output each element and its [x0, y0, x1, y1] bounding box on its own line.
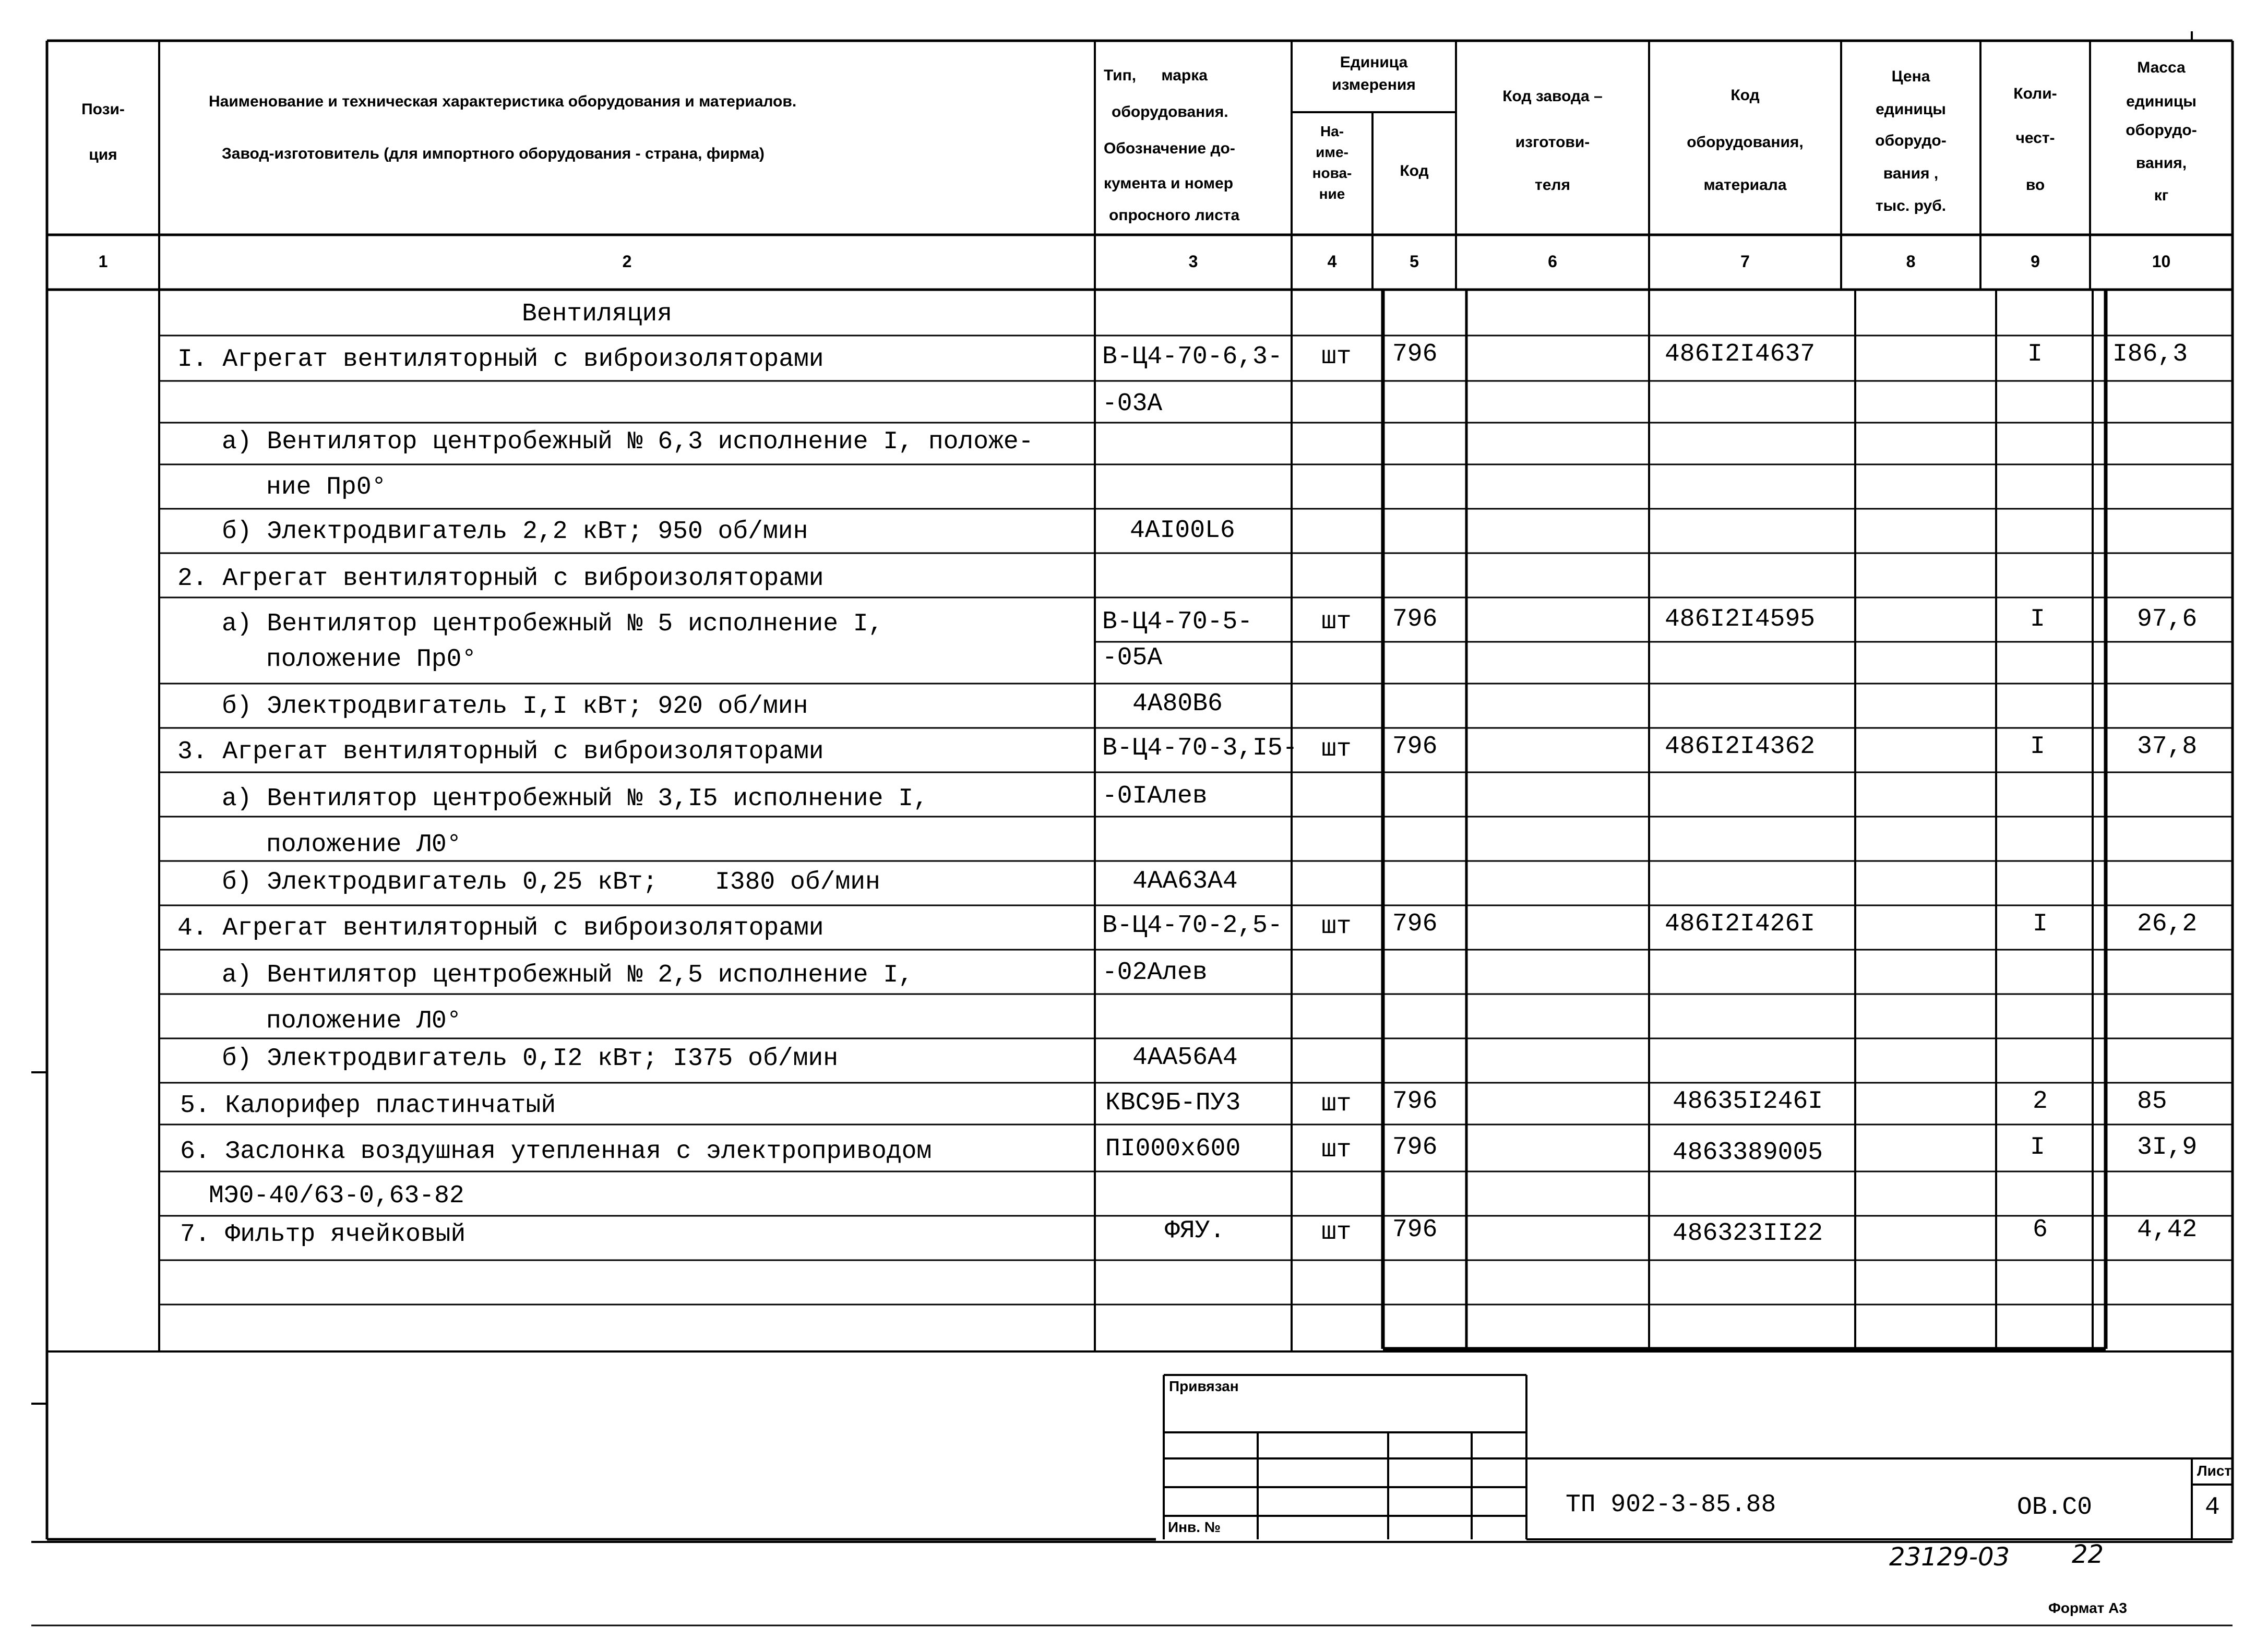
- row-6-name: а) Вентилятор центробежный № 5 исполнение I,: [222, 610, 884, 638]
- stamp-sheet-label: Лист: [2197, 1463, 2232, 1479]
- header-col3-line4: кумента и номер: [1104, 175, 1234, 192]
- header-col8-line3: оборудо-: [1875, 132, 1947, 149]
- row-17-name: 6. Заслонка воздушная утепленная с электроприводом: [180, 1138, 932, 1166]
- row-7-type: 4А80В6: [1132, 690, 1223, 718]
- row-9-name: а) Вентилятор центробежный № 3,I5 исполнение I,: [222, 785, 928, 813]
- row-3-name: ние Пр0°: [266, 473, 387, 501]
- format-label: Формат А3: [2048, 1600, 2127, 1616]
- row-16-mass: 85: [2137, 1087, 2167, 1116]
- row-17-quantity: I: [2030, 1133, 2045, 1162]
- col-number-9: 9: [2031, 252, 2040, 271]
- row-18-name: МЭ0-40/63-0,63-82: [209, 1182, 464, 1210]
- row-16-type: КВС9Б-ПУ3: [1105, 1089, 1241, 1117]
- header-col6-line2: изготови-: [1515, 134, 1590, 151]
- row-6-mass: 97,6: [2137, 605, 2198, 633]
- row-12-code: 796: [1392, 910, 1438, 938]
- header-col10-line2: единицы: [2126, 93, 2197, 110]
- row-14-name: положение Л0°: [266, 1007, 462, 1035]
- row-8-mass: 37,8: [2137, 733, 2198, 761]
- header-units-line1: Единица: [1340, 54, 1408, 71]
- row-6-quantity: I: [2030, 605, 2045, 633]
- row-10-name: положение Л0°: [266, 831, 462, 859]
- col-number-4: 4: [1327, 252, 1337, 271]
- row-4-name: б) Электродвигатель 2,2 кВт; 950 об/мин: [222, 518, 808, 546]
- row-19-quantity: 6: [2033, 1216, 2048, 1244]
- row-19-unit: шт: [1321, 1218, 1352, 1247]
- row-8-quantity: I: [2030, 733, 2045, 761]
- row-7-name: б) Электродвигатель I,I кВт; 920 об/мин: [222, 692, 808, 721]
- stamp-bound-label: Привязан: [1169, 1378, 1239, 1394]
- col-number-6: 6: [1548, 252, 1557, 271]
- col-number-7: 7: [1740, 252, 1750, 271]
- row-8-type: В-Ц4-70-3,I5-: [1102, 734, 1298, 762]
- row-15-name: б) Электродвигатель 0,I2 кВт; I375 об/мин: [222, 1045, 838, 1073]
- row-13-name: а) Вентилятор центробежный № 2,5 исполнение I,: [222, 961, 914, 989]
- header-col7-line2: оборудования,: [1687, 134, 1804, 151]
- row-12-quantity: I: [2033, 910, 2048, 938]
- row-2-name: а) Вентилятор центробежный № 6,3 исполнение I, положе-: [222, 428, 1034, 456]
- row-0-name: I. Агрегат вентиляторный с виброизоляторами: [177, 345, 824, 374]
- header-col8-line1: Цена: [1891, 68, 1930, 85]
- row-11-type: 4АА63А4: [1132, 867, 1238, 895]
- header-col1-line2: ция: [89, 146, 117, 163]
- row-12-type: В-Ц4-70-2,5-: [1102, 912, 1283, 940]
- row-17-code: 796: [1392, 1133, 1438, 1162]
- row-17-mass: 3I,9: [2137, 1133, 2198, 1162]
- row-16-material-code: 48635I246I: [1673, 1087, 1823, 1116]
- row-12-material-code: 486I2I426I: [1665, 910, 1816, 938]
- row-19-mass: 4,42: [2137, 1216, 2198, 1244]
- row-6-unit: шт: [1321, 608, 1352, 636]
- row-0-material-code: 486I2I4637: [1665, 340, 1816, 368]
- header-col9-line1: Коли-: [2013, 85, 2057, 102]
- section-title: Вентиляция: [522, 300, 673, 328]
- stamp-doc-mark: ОВ.С0: [2017, 1493, 2093, 1522]
- row-16-unit: шт: [1321, 1090, 1352, 1118]
- row-13-type: -02Алев: [1102, 959, 1208, 987]
- row-8-code: 796: [1392, 733, 1438, 761]
- stamp-doc-code: ТП 902-3-85.88: [1566, 1491, 1776, 1519]
- header-units-line2: измерения: [1332, 76, 1416, 93]
- header-col2-line2: Завод-изготовитель (для импортного оборудования - страна, фирма): [222, 145, 765, 162]
- row-0-unit: шт: [1321, 343, 1352, 371]
- row-19-code: 796: [1392, 1216, 1438, 1244]
- row-4-type: 4АI00L6: [1130, 517, 1235, 545]
- row-0-code: 796: [1392, 340, 1438, 368]
- row-16-name: 5. Калорифер пластинчатый: [180, 1092, 556, 1120]
- row-12-name: 4. Агрегат вентиляторный с виброизоляторами: [177, 914, 824, 942]
- row-15-type: 4АА56А4: [1132, 1044, 1238, 1072]
- row-19-type: ФЯУ.: [1165, 1217, 1225, 1245]
- row-9-type: -0IАлев: [1102, 782, 1208, 810]
- col-number-1: 1: [98, 252, 108, 271]
- header-col10-line1: Масса: [2137, 59, 2186, 76]
- header-col3-line5: опросного листа: [1109, 207, 1240, 224]
- col-number-8: 8: [1906, 252, 1916, 271]
- row-0-quantity: I: [2027, 340, 2043, 368]
- row-17-material-code: 4863389005: [1673, 1139, 1823, 1167]
- row-11-name: б) Электродвигатель 0,25 кВт;: [222, 868, 658, 896]
- row-16-code: 796: [1392, 1087, 1438, 1116]
- row-12-mass: 26,2: [2137, 910, 2198, 938]
- row-16-quantity: 2: [2033, 1087, 2048, 1116]
- row-0-mass: I86,3: [2112, 340, 2188, 368]
- stamp-sheet-number: 4: [2205, 1493, 2220, 1522]
- header-col7-line1: Код: [1730, 87, 1760, 104]
- header-col3-line2: оборудования.: [1112, 103, 1228, 121]
- handwritten-sheet-number: 22: [2072, 1540, 2104, 1569]
- header-col10-line4: вания,: [2135, 154, 2187, 172]
- col-number-5: 5: [1410, 252, 1419, 271]
- row-6-type-cont: -05А: [1102, 644, 1163, 672]
- row-6-name-cont: положение Пр0°: [266, 645, 477, 674]
- row-19-material-code: 486323II22: [1673, 1219, 1823, 1248]
- header-col8-line5: тыс. руб.: [1875, 197, 1947, 214]
- col-number-10: 10: [2152, 252, 2171, 271]
- row-17-type: ПI000х600: [1105, 1135, 1241, 1163]
- row-6-type: В-Ц4-70-5-: [1102, 608, 1253, 636]
- row-5-name: 2. Агрегат вентиляторный с виброизоляторами: [177, 565, 824, 593]
- header-col7-line3: материала: [1703, 176, 1787, 194]
- header-col4-line1: На-: [1320, 123, 1344, 139]
- header-col6-line1: Код завода –: [1502, 88, 1603, 105]
- header-col1-line1: Пози-: [81, 101, 125, 118]
- header-col10-line5: кг: [2154, 187, 2169, 204]
- handwritten-archive-number: 23129-03: [1889, 1542, 2010, 1572]
- row-8-unit: шт: [1321, 735, 1352, 763]
- col-number-3: 3: [1188, 252, 1198, 271]
- header-col4-line2: име-: [1316, 144, 1348, 160]
- row-11-rpm: I380 об/мин: [715, 868, 880, 896]
- row-17-unit: шт: [1321, 1136, 1352, 1164]
- header-col2-line1: Наименование и техническая характеристика оборудования и материалов.: [209, 93, 797, 110]
- header-col4-line4: ние: [1319, 186, 1345, 202]
- header-col3-line1: Тип, марка: [1104, 67, 1208, 84]
- stamp-inv-label: Инв. №: [1168, 1519, 1221, 1535]
- header-col4-line3: нова-: [1312, 165, 1352, 181]
- col-number-2: 2: [622, 252, 632, 271]
- header-col9-line2: чест-: [2015, 129, 2055, 147]
- header-col5: Код: [1400, 162, 1429, 180]
- row-12-unit: шт: [1321, 913, 1352, 941]
- header-col9-line3: во: [2025, 176, 2045, 194]
- row-8-name: 3. Агрегат вентиляторный с виброизоляторами: [177, 738, 824, 766]
- row-0-type: В-Ц4-70-6,3-: [1102, 343, 1283, 371]
- header-col8-line4: вания ,: [1883, 165, 1939, 182]
- header-col6-line3: теля: [1535, 176, 1570, 194]
- row-8-material-code: 486I2I4362: [1665, 733, 1816, 761]
- header-col3-line3: Обозначение до-: [1104, 140, 1235, 157]
- row-1-type: -03А: [1102, 390, 1163, 418]
- row-6-code: 796: [1392, 605, 1438, 633]
- header-col10-line3: оборудо-: [2126, 122, 2197, 139]
- row-19-name: 7. Фильтр ячейковый: [180, 1221, 466, 1249]
- row-6-material-code: 486I2I4595: [1665, 605, 1816, 633]
- header-col8-line2: единицы: [1876, 101, 1946, 118]
